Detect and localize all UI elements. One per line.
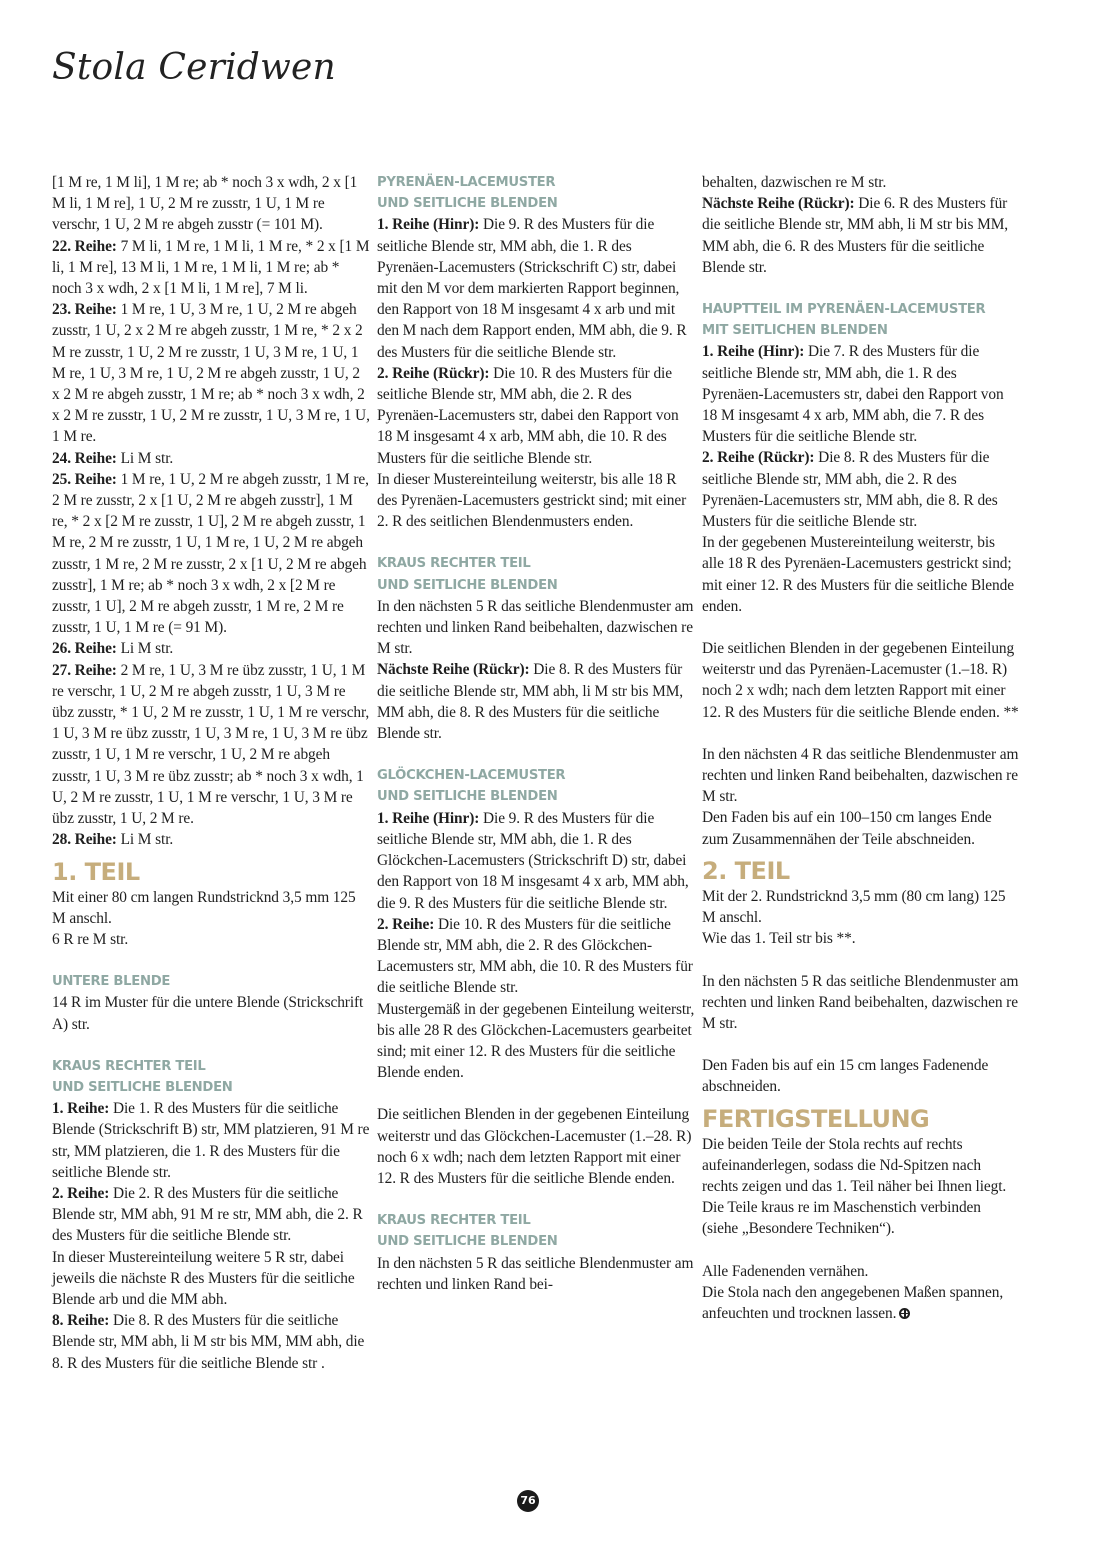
subheading-gloeckchen-line-2: UND SEITLICHE BLENDEN xyxy=(377,789,558,805)
paragraph-cut-yarn: Den Faden bis auf ein 100–150 cm langes Ende zum Zusammennähen der Teile abschneiden. xyxy=(702,809,992,848)
paragraph-teil-1: Mit einer 80 cm langen Rundstricknd 3,5 mm 125 M anschl. xyxy=(52,888,356,927)
paragraph-teil-1-rows: 6 R re M str. xyxy=(52,930,129,948)
row-text: Die 9. R des Musters für die seitliche Blende str, MM abh, die 1. R des Glöckchen-Lacemusters (Strickschrift D) str, dabei den Rapport von 18 M insgesamt 4 x arb, MM abh, die 9. R des Musters für die seitliche Blende str. xyxy=(377,809,689,912)
column-1 xyxy=(52,172,370,1374)
row-label: 23. Reihe: xyxy=(52,301,117,319)
row-label: Nächste Reihe (Rückr): xyxy=(702,195,855,213)
paragraph-hauptteil-more: In der gegebenen Mustereinteilung weiterstr, bis alle 18 R des Pyrenäen-Lacemusters gestrickt sind; mit einer 12. R des Musters für die seitliche Blende enden. xyxy=(702,534,1014,615)
row-label: 27. Reihe: xyxy=(52,661,117,679)
paragraph-finishing-3: Alle Fadenenden vernähen. xyxy=(702,1262,869,1280)
paragraph-kraus-2: In den nächsten 5 R das seitliche Blendenmuster am rechten und linken Rand bei- xyxy=(377,1254,694,1293)
subheading-kraus-line-1: KRAUS RECHTER TEIL xyxy=(52,1058,206,1074)
end-mark-icon xyxy=(899,1308,910,1319)
row-text: Die 9. R des Musters für die seitliche Blende str, MM abh, die 1. R des Pyrenäen-Lacemusters (Strickschrift C) str, dabei mit den M vor dem markierten Rapport beginnen, den Rapport von 18 M insgesamt 4 x arb und mit den M nach dem Rapport enden, MM abh, die 9. R des Musters für die seitliche Blende str. xyxy=(377,216,687,361)
paragraph-untere-blende: 14 R im Muster für die untere Blende (Strickschrift A) str. xyxy=(52,994,364,1033)
row-kraus-2 xyxy=(52,1183,370,1247)
subheading-hauptteil-line-1: HAUPTTEIL IM PYRENÄEN-LACEMUSTER xyxy=(702,302,986,318)
row-label: 1. Reihe: xyxy=(52,1100,110,1118)
row-text: Die 1. R des Musters für die seitliche Blende (Strickschrift B) str, MM platzieren, 91 M re str, MM platzieren, die 1. R des Musters für die seitliche Blende str. xyxy=(52,1100,370,1181)
row-label: 28. Reihe: xyxy=(52,831,117,849)
row-label: 25. Reihe: xyxy=(52,470,117,488)
row-28 xyxy=(52,829,370,850)
subheading-gloeckchen-line-1: GLÖCKCHEN-LACEMUSTER xyxy=(377,768,566,784)
row-23 xyxy=(52,299,370,447)
subheading-kraus-line-1: KRAUS RECHTER TEIL xyxy=(377,556,531,572)
paragraph-pyrenaeen-more: In dieser Mustereinteilung weiterstr, bis alle 18 R des Pyrenäen-Lacemusters gestrickt sind; mit einer 2. R des seitlichen Blendenmusters enden. xyxy=(377,470,687,531)
paragraph-gloeckchen-repeat: Die seitlichen Blenden in der gegebenen Einteilung weiterstr und das Glöckchen-Lacemuster (1.–28. R) noch 6 x wdh; nach dem letzten Rapport mit einer 12. R des Musters für die seitliche Blende enden. xyxy=(377,1106,692,1187)
subheading-pyrenaeen-line-2: UND SEITLICHE BLENDEN xyxy=(377,196,558,212)
row-pyrenaeen-1 xyxy=(377,214,695,362)
row-text: Die 6. R des Musters für die seitliche Blende str, MM abh, li M str bis MM, MM abh, die 6. R des Musters für die seitliche Blende str. xyxy=(702,195,1009,276)
section-heading-teil-1: 1. TEIL xyxy=(52,857,140,886)
row-text: Li M str. xyxy=(116,449,174,467)
row-text: Die 8. R des Musters für die seitliche Blende str, MM abh, li M str bis MM, MM abh, die 8. R des Musters für die seitliche Blende str. xyxy=(377,661,684,743)
paragraph-kraus: In den nächsten 5 R das seitliche Blendenmuster am rechten und linken Rand beibehalten, dazwischen re M str. xyxy=(377,597,694,658)
row-label: 2. Reihe: xyxy=(52,1184,110,1202)
row-gloeckchen-1 xyxy=(377,808,695,914)
row-text: Die 8. R des Musters für die seitliche Blende str, MM abh, li M str bis MM, MM abh, die 8. R des Musters für die seitliche Blende str . xyxy=(52,1312,365,1372)
subheading-kraus-line-2: UND SEITLICHE BLENDEN xyxy=(52,1079,233,1095)
row-kraus-1 xyxy=(52,1098,370,1183)
row-text: 1 M re, 1 U, 2 M re abgeh zusstr, 1 M re, 2 M re zusstr, 2 x [1 U, 2 M re abgeh zusstr], 1 M re, * 2 x [2 M re zusstr, 1 U], 2 M re abgeh zusstr, 1 M re, 2 M re zusstr, 1 U, 1 M re, 1 U, 2 M re abgeh zusstr, 1 M re, 2 M re zusstr, 2 x [1 U, 2 M re abgeh zusstr], 1 M re; ab * noch 3 x wdh, 2 x [2 M re zusstr, 1 U], 2 M re abgeh zusstr, 1 M re, 2 M re zusstr, 1 U, 1 M re (= 91 M). xyxy=(52,470,369,637)
subheading-untere-blende: UNTERE BLENDE xyxy=(52,974,171,990)
row-label: 2. Reihe (Rückr): xyxy=(377,364,490,382)
paragraph-intro: [1 M re, 1 M li], 1 M re; ab * noch 3 x wdh, 2 x [1 M li, 1 M re], 1 U, 2 M re zusstr, 1 U, 1 M re verschr, 1 U, 2 M re abgeh zusstr (= 101 M). xyxy=(52,174,358,234)
row-22 xyxy=(52,236,370,300)
subheading-pyrenaeen-line-1: PYRENÄEN-LACEMUSTER xyxy=(377,175,556,190)
row-27 xyxy=(52,660,370,830)
subheading-kraus-2-line-2: UND SEITLICHE BLENDEN xyxy=(377,1234,558,1250)
row-pyrenaeen-2 xyxy=(377,363,695,469)
row-label: 2. Reihe (Rückr): xyxy=(702,449,815,467)
section-heading-teil-2: 2. TEIL xyxy=(702,856,790,885)
row-text: Die 10. R des Musters für die seitliche Blende str, MM abh, die 2. R des Pyrenäen-Lacemusters str, dabei den Rapport von 18 M insgesamt 4 x arb, MM abh, die 10. R des Musters für die seitliche Blende str. xyxy=(377,364,679,467)
row-25 xyxy=(52,469,370,639)
paragraph-finishing-1: Die beiden Teile der Stola rechts auf rechts aufeinanderlegen, sodass die Nd-Spitzen nach rechts zeigen und das 1. Teil näher bei Ihnen liegt. xyxy=(702,1135,1007,1195)
column-2 xyxy=(377,172,695,1295)
row-text: Die 10. R des Musters für die seitliche Blende str, MM abh, die 2. R des Glöckchen-Lacemusters str, MM abh, die 10. R des Musters für die seitliche Blende str. xyxy=(377,915,693,997)
paragraph-last-rows: In den nächsten 4 R das seitliche Blendenmuster am rechten und linken Rand beibehalten, dazwischen re M str. xyxy=(702,745,1019,806)
paragraph-teil-2-next: In den nächsten 5 R das seitliche Blendenmuster am rechten und linken Rand beibehalten, dazwischen re M str. xyxy=(702,972,1019,1032)
row-text: 1 M re, 1 U, 3 M re, 1 U, 2 M re abgeh zusstr, 1 U, 2 x 2 M re abgeh zusstr, 1 M re, * 2 x 2 M re zusstr, 1 U, 2 M re zusstr, 1 U, 3 M re, 1 U, 1 M re, 1 U, 3 M re, 1 U, 2 M re abgeh zusstr, 1 U, 2 x 2 M re abgeh zusstr, 1 M re; ab * noch 3 x wdh, 2 x 2 M re zusstr, 1 U, 2 M re zusstr, 1 U, 3 M re, 1 U, 1 M re. xyxy=(52,301,370,446)
row-gloeckchen-2 xyxy=(377,914,695,999)
row-text: Die 2. R des Musters für die seitliche Blende str, MM abh, 91 M re str, MM abh, die 2. R des Musters für die seitliche Blende str. xyxy=(52,1184,363,1245)
row-text: 2 M re, 1 U, 3 M re übz zusstr, 1 U, 1 M re verschr, 1 U, 2 M re abgeh zusstr, 1 U, 3 M re übz zusstr, * 1 U, 2 M re zusstr, 1 U, 1 M re verschr, 1 U, 3 M re übz zusstr, 1 U, 3 M re, 1 U, 3 M re übz zusstr, 1 U, 1 M re verschr, 1 U, 2 M re abgeh zusstr, 1 U, 3 M re übz zusstr; ab * noch 3 x wdh, 1 U, 2 M re zusstr, 1 U, 1 M re verschr, 1 U, 3 M re übz zusstr, 1 U, 2 M re. xyxy=(52,661,370,828)
row-label: 22. Reihe: xyxy=(52,237,117,255)
paragraph-teil-2-cut: Den Faden bis auf ein 15 cm langes Fadenende abschneiden. xyxy=(702,1057,989,1096)
row-next xyxy=(702,193,1020,278)
row-next xyxy=(377,659,695,744)
section-heading-fertigstellung: FERTIGSTELLUNG xyxy=(702,1104,930,1133)
row-label: 1. Reihe (Hinr): xyxy=(377,809,480,827)
row-label: 2. Reihe: xyxy=(377,915,435,933)
row-label: 24. Reihe: xyxy=(52,449,117,467)
column-3 xyxy=(702,172,1020,1324)
subheading-kraus-2-line-1: KRAUS RECHTER TEIL xyxy=(377,1213,531,1229)
row-hauptteil-1 xyxy=(702,341,1020,447)
row-label: 1. Reihe (Hinr): xyxy=(377,216,480,234)
row-text: Die 8. R des Musters für die seitliche Blende str, MM abh, die 2. R des Pyrenäen-Lacemusters str, MM abh, die 8. R des Musters für die seitliche Blende str. xyxy=(702,449,998,531)
finishing-text: Die Stola nach den angegebenen Maßen spannen, anfeuchten und trocknen lassen. xyxy=(702,1283,1004,1322)
row-text: Li M str. xyxy=(116,640,174,658)
row-label: Nächste Reihe (Rückr): xyxy=(377,661,530,679)
row-26 xyxy=(52,638,370,659)
paragraph-hauptteil-repeat: Die seitlichen Blenden in der gegebenen Einteilung weiterstr und das Pyrenäen-Lacemuster (1.–18. R) noch 2 x wdh; nach dem letzten Rapport mit einer 12. R des Musters für die seitliche Blende enden. ** xyxy=(702,640,1019,721)
row-text: Li M str. xyxy=(116,831,174,849)
subheading-kraus-line-2: UND SEITLICHE BLENDEN xyxy=(377,577,558,593)
row-label: 1. Reihe (Hinr): xyxy=(702,343,805,361)
row-kraus-8 xyxy=(52,1310,370,1374)
subheading-hauptteil-line-2: MIT SEITLICHEN BLENDEN xyxy=(702,323,888,339)
row-24 xyxy=(52,448,370,469)
row-label: 8. Reihe: xyxy=(52,1312,110,1330)
paragraph-teil-2-same: Wie das 1. Teil str bis **. xyxy=(702,930,856,948)
paragraph-finishing-4 xyxy=(702,1282,1020,1324)
page-number: 76 xyxy=(517,1490,539,1512)
paragraph-continued: behalten, dazwischen re M str. xyxy=(702,174,887,191)
row-label: 26. Reihe: xyxy=(52,640,117,658)
row-text: Die 7. R des Musters für die seitliche Blende str, MM abh, die 1. R des Pyrenäen-Lacemusters str, dabei den Rapport von 18 M insgesamt 4 x arb, MM abh, die 7. R des Musters für die seitliche Blende str. xyxy=(702,343,1004,446)
paragraph-kraus-more: In dieser Mustereinteilung weitere 5 R str, dabei jeweils die nächste R des Musters für die seitliche Blende arb und die MM abh. xyxy=(52,1248,355,1308)
paragraph-finishing-2: Die Teile kraus re im Maschenstich verbinden (siehe „Besondere Techniken“). xyxy=(702,1199,981,1238)
row-hauptteil-2 xyxy=(702,447,1020,532)
paragraph-gloeckchen-more: Mustergemäß in der gegebenen Einteilung weiterstr, bis alle 28 R des Glöckchen-Lacemusters gearbeitet sind; mit einer 12. R des Musters für die seitliche Blende enden. xyxy=(377,1000,695,1082)
row-text: 7 M li, 1 M re, 1 M li, 1 M re, * 2 x [1 M li, 1 M re], 13 M li, 1 M re, 1 M li, 1 M re; ab * noch 3 x wdh, 2 x [1 M li, 1 M re], 7 M li. xyxy=(52,237,370,298)
paragraph-teil-2: Mit der 2. Rundstricknd 3,5 mm (80 cm lang) 125 M anschl. xyxy=(702,887,1006,927)
page-title: Stola Ceridwen xyxy=(52,47,336,88)
